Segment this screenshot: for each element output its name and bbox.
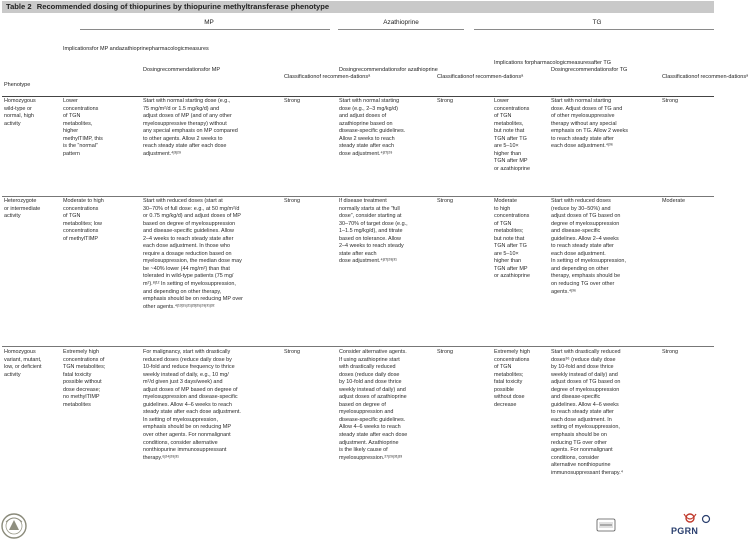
cell-line: based on tolerance. Allow xyxy=(339,235,401,242)
cell-line: each dose adjustment. In xyxy=(551,416,612,423)
cell-line: higher than xyxy=(494,150,522,157)
cell-line: but note that xyxy=(494,235,525,242)
row2-tg-implications xyxy=(494,198,530,281)
cell-line: alternative nonthiopurine xyxy=(551,462,611,469)
cell-line: recommendations xyxy=(160,67,204,73)
cell-line: metabolites; xyxy=(494,228,524,235)
cell-line: Dosing xyxy=(339,67,357,73)
cell-line: measures xyxy=(184,46,209,52)
cell-line: Homozygous xyxy=(4,98,36,104)
cell-line: Moderate xyxy=(662,198,685,204)
cell-line: (reduce by 30–50%) and xyxy=(551,205,611,212)
cell-line: TGN metabolites; xyxy=(63,364,106,371)
cell-line: Homozygous xyxy=(4,349,36,355)
row3-phenotype xyxy=(4,349,41,379)
cell-line: m²/d given just 3 days/week) and xyxy=(143,379,223,386)
cell-line: weekly instead of daily, e.g., 10 mg/ xyxy=(143,371,229,378)
cell-line: concentrations xyxy=(63,228,99,235)
cell-line: weekly instead of daily) and xyxy=(339,386,406,393)
cell-line: reducing TG over other xyxy=(551,439,607,446)
cell-line: by 10-fold and dose thrice xyxy=(339,379,402,386)
cell-line: activity xyxy=(4,213,21,220)
cell-line: doses (reduce daily dose xyxy=(339,371,400,378)
cell-line: disease-specific guidelines. xyxy=(339,128,406,135)
cell-line: no methylTIMP xyxy=(63,394,100,401)
cell-line: Strong xyxy=(662,349,679,355)
cell-line: Dosing xyxy=(551,67,569,73)
cell-line: with drastically reduced xyxy=(339,364,396,371)
cell-line: methylTIMP, this xyxy=(63,135,103,142)
row3-aza-dosing xyxy=(339,349,407,462)
cell-line: higher than xyxy=(494,258,522,265)
cell-line: tolerated in wild-type patients (75 mg/ xyxy=(143,273,234,280)
pgrn-logo-text: PGRN xyxy=(671,526,699,536)
cell-line: Start with normal starting xyxy=(551,98,612,104)
cell-line: variant, mutant, xyxy=(4,356,42,363)
table-title: Recommended dosing of thiopurines by thiopurine methyltransferase phenotype xyxy=(36,2,330,11)
row1-aza-classification xyxy=(437,98,453,106)
cell-line: dose adjustment.⁴ʲ²⁷ʲ²⁹ʲ³¹ xyxy=(339,258,397,265)
cell-line: to high xyxy=(494,205,511,212)
header-aza-classification xyxy=(437,74,523,81)
cell-line: Classification xyxy=(437,74,470,80)
cell-line: metabolites, xyxy=(63,120,93,127)
cell-line: other agents.⁴ʲ¹³ʲ¹⁵ʲ²¹ʲ²³ʲ²⁵ʲ²⁹ʲ³¹ʲ³² xyxy=(143,303,215,310)
row2-tg-dosing xyxy=(551,198,626,296)
row3-aza-classification xyxy=(437,349,453,357)
cell-line: for azathioprine xyxy=(399,67,438,73)
cell-line: Start with reduced doses xyxy=(551,198,611,204)
cell-line: immunosuppressant therapy.⁴ xyxy=(551,469,624,476)
cell-line: dose adjustment.⁴ʲ²⁷ʲ²⁹ xyxy=(339,150,393,157)
cell-line: Strong xyxy=(437,349,454,355)
cell-line: measures xyxy=(566,60,591,66)
cell-line: fatal toxicity xyxy=(63,371,92,378)
cell-line: nonthiopurine immunosuppressant xyxy=(143,447,227,454)
cell-line: guidelines. Allow 4–6 weeks to reach xyxy=(143,401,232,408)
table-title-bar xyxy=(2,1,714,13)
cell-line: are 5–10× xyxy=(494,250,519,257)
cell-line: 1–1.5 mg/kg/d), and titrate xyxy=(339,228,403,235)
cell-line: guidelines. Allow 4–6 weeks xyxy=(551,401,619,408)
group-rule-azathioprine xyxy=(338,29,464,30)
cell-line: myelosuppression, the median dose may xyxy=(143,258,242,265)
cell-line: Strong xyxy=(437,98,454,104)
cell-line: normal, high xyxy=(4,113,34,120)
university-seal-icon xyxy=(0,500,36,540)
cell-line: Strong xyxy=(662,98,679,104)
cell-line: degree of myelosuppression xyxy=(551,220,620,227)
cell-line: degree of myelosuppression xyxy=(551,386,620,393)
cell-line: emphasis should be on reducing MP over xyxy=(143,296,243,303)
cell-line: Extremely high xyxy=(63,349,99,355)
cell-line: Dosing xyxy=(143,67,161,73)
cell-line: on reducing TG over other xyxy=(551,281,615,288)
cell-line: pharmacologic xyxy=(148,46,185,52)
cell-line: without dose xyxy=(494,394,525,401)
cell-line: 2–4 weeks to reach steady xyxy=(339,243,404,250)
pharmgkb-logo-icon xyxy=(596,517,616,533)
cell-line: steady state after each dose xyxy=(339,432,408,439)
row3-tg-implications xyxy=(494,349,530,409)
row2-mp-dosing xyxy=(143,198,243,311)
cell-line: emphasis should be on reducing MP xyxy=(143,424,231,431)
cell-line: conditions, consider alternative xyxy=(143,439,218,446)
cell-line: dose decrease; xyxy=(63,386,101,393)
cell-line: and depending on other therapy, xyxy=(143,288,222,295)
cell-line: Extremely high xyxy=(494,349,530,355)
header-tg-classification xyxy=(662,74,748,81)
cell-line: pharmacologic xyxy=(531,60,567,66)
cell-line: TGN after TG xyxy=(494,243,527,250)
cell-line: weekly instead of daily) and xyxy=(551,371,618,378)
cell-line: adjustment. Azathioprine xyxy=(339,439,399,446)
row2-aza-classification xyxy=(437,198,453,206)
cell-line: metabolites xyxy=(63,401,91,408)
cell-line: activity xyxy=(4,120,21,127)
header-mp-dosing xyxy=(143,67,220,74)
cell-line: each dose adjustment.⁴ʲ³⁶ xyxy=(551,143,613,150)
cell-line: recommendations xyxy=(356,67,400,73)
cell-line: normally starts at the “full xyxy=(339,205,400,212)
cell-line: azathioprine xyxy=(118,46,149,52)
row2-aza-dosing xyxy=(339,198,408,266)
cell-line: adjust doses of MP (and of any other xyxy=(143,113,232,120)
cell-line: after TG xyxy=(590,60,612,66)
table-number: Table 2 xyxy=(6,2,32,11)
cell-line: to reach steady state after xyxy=(551,243,614,250)
cell-line: concentrations xyxy=(494,105,530,112)
row3-implications xyxy=(63,349,105,409)
cell-line: If disease treatment xyxy=(339,198,387,204)
cell-line: each dose adjustment. xyxy=(551,250,606,257)
cell-line: over other agents. For nonmalignant xyxy=(143,432,231,439)
cell-line: to reach steady state after xyxy=(551,409,614,416)
header-rule xyxy=(2,96,714,97)
cell-line: require a dosage reduction based on xyxy=(143,250,232,257)
cell-line: Implications xyxy=(63,46,93,52)
cell-line: activity xyxy=(4,371,21,378)
cell-line: For malignancy, start with drastically xyxy=(143,349,231,355)
header-tg-dosing xyxy=(551,67,627,74)
cell-line: of TGN xyxy=(494,113,512,120)
row2-implications xyxy=(63,198,104,243)
cell-line: adjustment.⁴ʲ³ʲ²⁹ xyxy=(143,150,182,157)
cell-line: 2–4 weeks to reach steady state after xyxy=(143,235,234,242)
cell-line: and adjust doses of xyxy=(339,113,387,120)
cell-line: by 10-fold and dose thrice xyxy=(551,364,614,371)
row3-tg-classification xyxy=(662,349,678,357)
cell-line: myelosuppressive therapy) without xyxy=(143,120,227,127)
row-rule-1 xyxy=(2,196,714,197)
cell-line: be ~40% lower (44 mg/m²) than that xyxy=(143,265,230,272)
cell-line: of recommen- xyxy=(694,74,729,80)
cell-line: reach steady state after each dose xyxy=(143,143,227,150)
cell-line: fatal toxicity xyxy=(494,379,523,386)
cell-line: If using azathioprine start xyxy=(339,356,400,363)
group-rule-tg xyxy=(474,29,714,30)
cell-line: possible xyxy=(494,386,514,393)
cell-line: emphasis on TG. Allow 2 weeks xyxy=(551,128,628,135)
cell-line: Strong xyxy=(284,198,301,204)
cell-line: and disease-specific guidelines. Allow xyxy=(143,228,234,235)
cell-line: any special emphasis on MP compared xyxy=(143,128,238,135)
cell-line: to other agents. Allow 2 weeks to xyxy=(143,135,223,142)
cell-line: TGN after TG xyxy=(494,135,527,142)
row1-phenotype xyxy=(4,98,36,128)
cell-line: therapy, emphasis should be xyxy=(551,273,621,280)
cell-line: for MP and xyxy=(92,46,119,52)
cell-line: reduced doses (reduce daily dose by xyxy=(143,356,232,363)
cell-line: and disease-specific xyxy=(551,228,601,235)
row1-tg-classification xyxy=(662,98,678,106)
cell-line: Lower xyxy=(494,98,509,104)
cell-line: adjust doses of TG based on xyxy=(551,213,621,220)
group-rule-mp xyxy=(80,29,330,30)
cell-line: of TGN xyxy=(494,364,512,371)
cell-line: Lower xyxy=(63,98,78,104)
cell-line: of methylTIMP xyxy=(63,235,99,242)
row1-implications xyxy=(63,98,103,158)
cell-line: disease-specific guidelines. xyxy=(339,416,406,423)
cell-line: or azathioprine xyxy=(494,165,530,172)
cell-line: is the “normal” xyxy=(63,143,98,150)
cell-line: state after each xyxy=(339,250,377,257)
cell-line: conditions, consider xyxy=(551,454,600,461)
group-heading-azathioprine: Azathioprine xyxy=(383,19,419,26)
cell-line: Allow 2 weeks to reach xyxy=(339,135,395,142)
row2-mp-classification xyxy=(284,198,300,206)
row-rule-2 xyxy=(2,346,714,347)
header-tg-implications xyxy=(494,60,611,67)
cell-line: concentrations of xyxy=(63,356,105,363)
cell-line: Start with normal starting xyxy=(339,98,400,104)
cell-line: based on degree of xyxy=(339,401,386,408)
cell-line: myelosuppression.²⁷ʲ²⁹ʲ³¹ʲ³³ xyxy=(339,454,403,461)
group-heading-mp: MP xyxy=(204,19,214,26)
cell-line: pattern xyxy=(63,150,80,157)
row1-mp-dosing xyxy=(143,98,238,158)
cell-line: for TG xyxy=(611,67,628,73)
cell-line: of recommen- xyxy=(469,74,504,80)
cell-line: decrease xyxy=(494,401,517,408)
cell-line: Moderate to high xyxy=(63,198,104,204)
cell-line: 30–70% of target dose (e.g., xyxy=(339,220,408,227)
cell-line: 10-fold and reduce frequency to thrice xyxy=(143,364,235,371)
cell-line: dationsᵃ xyxy=(728,74,748,80)
cell-line: is the likely cause of xyxy=(339,447,388,454)
cell-line: myelosuppression and xyxy=(339,409,394,416)
cell-line: metabolites; low xyxy=(63,220,102,227)
cell-line: Phenotype xyxy=(4,82,31,88)
row1-tg-dosing xyxy=(551,98,628,151)
cell-line: emphasis should be on xyxy=(551,432,607,439)
cell-line: adjust doses of TG based on xyxy=(551,379,621,386)
cell-line: higher xyxy=(63,128,79,135)
cell-line: In setting of myelosuppression, xyxy=(143,416,218,423)
cell-line: metabolites, xyxy=(494,120,524,127)
cell-line: Implications for xyxy=(494,60,531,66)
cell-line: dose (e.g., 2–3 mg/kg/d) xyxy=(339,105,398,112)
header-phenotype xyxy=(4,82,30,89)
cell-line: of TGN xyxy=(63,213,81,220)
cell-line: Start with normal starting dose (e.g., xyxy=(143,98,231,104)
cell-line: but note that xyxy=(494,128,525,135)
cell-line: Allow 4–6 weeks to reach xyxy=(339,424,401,431)
cell-line: dose”, consider starting at xyxy=(339,213,402,220)
cell-line: therapy without any special xyxy=(551,120,617,127)
row2-phenotype xyxy=(4,198,40,221)
cell-line: for MP xyxy=(203,67,221,73)
row1-aza-dosing xyxy=(339,98,405,158)
cell-line: adjust doses of MP based on degree of xyxy=(143,386,238,393)
row3-mp-dosing xyxy=(143,349,241,462)
cell-line: Strong xyxy=(284,98,301,104)
cell-line: concentrations xyxy=(494,213,530,220)
cell-line: each dose adjustment. In those who xyxy=(143,243,231,250)
cell-line: of TGN xyxy=(494,220,512,227)
cell-line: guidelines. Allow 2–4 weeks xyxy=(551,235,619,242)
row1-mp-classification xyxy=(284,98,300,106)
cell-line: steady state after each dose adjustment. xyxy=(143,409,241,416)
row3-mp-classification xyxy=(284,349,300,357)
header-implications xyxy=(63,46,209,53)
cell-line: Heterozygote xyxy=(4,198,37,204)
row3-tg-dosing xyxy=(551,349,623,477)
cell-line: TGN after MP xyxy=(494,158,528,165)
cell-line: Strong xyxy=(284,349,301,355)
cell-line: concentrations xyxy=(63,105,99,112)
cell-line: adjust doses of azathioprine xyxy=(339,394,407,401)
cell-line: and disease-specific xyxy=(551,394,601,401)
cell-line: myelosuppression and disease-specific xyxy=(143,394,238,401)
cell-line: and depending on other xyxy=(551,265,609,272)
cell-line: or 0.75 mg/kg/d) and adjust doses of MP xyxy=(143,213,241,220)
cell-line: dationsᵃ xyxy=(350,74,371,80)
cell-line: Moderate xyxy=(494,198,517,204)
cell-line: agents. For nonmalignant xyxy=(551,447,613,454)
row1-tg-implications xyxy=(494,98,530,173)
cell-line: azathioprine based on xyxy=(339,120,393,127)
group-heading-tg: TG xyxy=(592,19,602,26)
cell-line: are 5–10× xyxy=(494,143,519,150)
cell-line: doses³⁶ (reduce daily dose xyxy=(551,356,616,363)
header-mp-classification xyxy=(284,74,370,81)
cell-line: wild-type or xyxy=(4,105,32,112)
cell-line: low, or deficient xyxy=(4,364,42,371)
cell-line: agents.⁴ʲ³⁶ xyxy=(551,288,577,295)
cell-line: or azathioprine xyxy=(494,273,530,280)
cell-line: steady state after each xyxy=(339,143,395,150)
cell-line: of recommen- xyxy=(316,74,351,80)
cell-line: recommendations xyxy=(568,67,612,73)
cell-line: TGN after MP xyxy=(494,265,528,272)
cell-line: based on degree of myelosuppression xyxy=(143,220,236,227)
cell-line: concentrations xyxy=(494,356,530,363)
cell-line: In setting of myelosuppression, xyxy=(551,258,626,265)
cell-line: of other myelosuppressive xyxy=(551,113,615,120)
cell-line: therapy.⁶ʲ²⁴ʲ²⁹ʲ³¹ xyxy=(143,454,179,461)
cell-line: metabolites; xyxy=(494,371,524,378)
cell-line: m²).⁸ʲ¹² In setting of myelosuppression, xyxy=(143,281,236,288)
cell-line: concentrations xyxy=(63,205,99,212)
cell-line: 30–70% of full dose: e.g., at 50 mg/m²/d xyxy=(143,205,240,212)
cell-line: Classification xyxy=(662,74,695,80)
cell-line: dationsᵃ xyxy=(503,74,524,80)
cell-line: Consider alternative agents. xyxy=(339,349,407,355)
cell-line: Strong xyxy=(437,198,454,204)
cell-line: to reach steady state after xyxy=(551,135,614,142)
cell-line: Start with reduced doses (start at xyxy=(143,198,223,204)
cell-line: Classification xyxy=(284,74,317,80)
cell-line: dose. Adjust doses of TG and xyxy=(551,105,623,112)
row2-tg-classification xyxy=(662,198,685,206)
cell-line: possible without xyxy=(63,379,102,386)
cell-line: of TGN xyxy=(63,113,81,120)
cell-line: setting of myelosuppression, xyxy=(551,424,620,431)
header-aza-dosing xyxy=(339,67,438,74)
cell-line: Start with drastically reduced xyxy=(551,349,621,355)
cell-line: 75 mg/m²/d or 1.5 mg/kg/d) and xyxy=(143,105,220,112)
cell-line: or intermediate xyxy=(4,205,41,212)
